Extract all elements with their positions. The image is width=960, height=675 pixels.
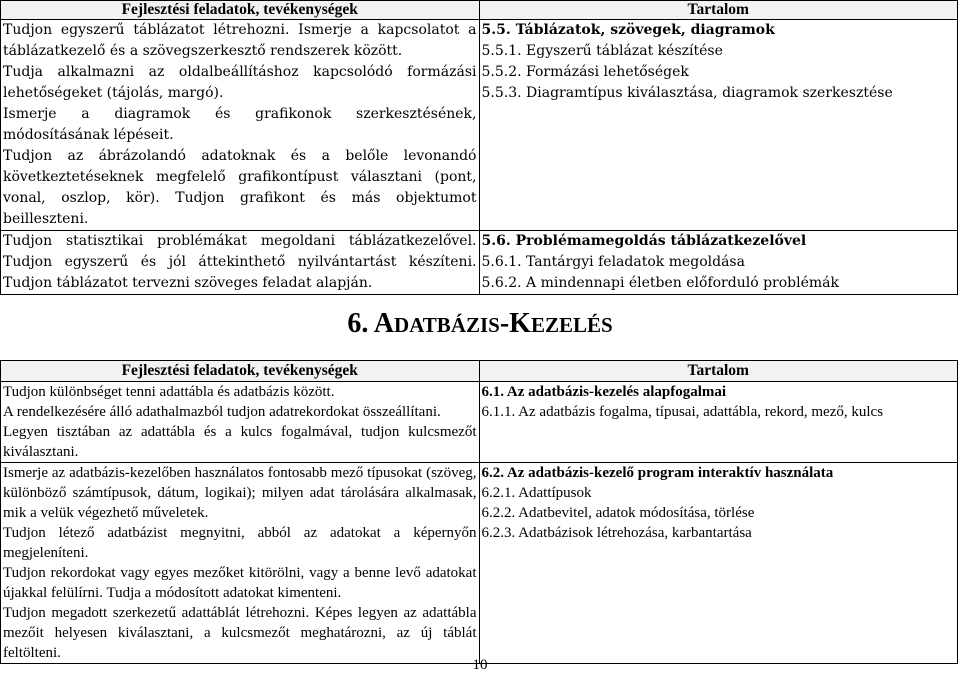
section-item: 5.6.2. A mindennapi életben előforduló problémák (481, 275, 839, 291)
section-item: 6.2.3. Adatbázisok létrehozása, karbantartása (481, 525, 752, 541)
heading-smallcaps: DATBÁZIS (394, 313, 500, 337)
table-row (1, 382, 958, 463)
content-cell (479, 20, 958, 231)
section-title: 6.2. Az adatbázis-kezelő program interaktív használata (481, 465, 834, 481)
chapter-heading (0, 306, 960, 343)
content-cell (479, 382, 958, 463)
task-text: Ismerje a diagramok és grafikonok szerkesztésének, módosításának lépéseit. (3, 106, 477, 143)
table-row (1, 463, 958, 664)
task-text: Tudjon különbséget tenni adattábla és adatbázis között. (3, 384, 335, 400)
header-tasks: Fejlesztési feladatok, tevékenységek (1, 1, 480, 20)
section-item: 5.5.3. Diagramtípus kiválasztása, diagramok szerkesztése (481, 85, 893, 101)
header-tasks: Fejlesztési feladatok, tevékenységek (1, 361, 480, 382)
section-item: 6.1.1. Az adatbázis fogalma, típusai, adattábla, rekord, mező, kulcs (481, 404, 884, 420)
content-cell (479, 231, 958, 295)
curriculum-table-spreadsheet (0, 0, 958, 295)
chapter-number: 6. (347, 308, 369, 339)
task-text: Tudjon megadott szerkezetű adattáblát létrehozni. Képes legyen az adattábla mezőit helyesen kiválasztani, a kulcsmezőt meghatározni, az új táblát feltölteni. (3, 605, 477, 661)
tasks-cell (1, 463, 480, 664)
section-title: 5.5. Táblázatok, szövegek, diagramok (481, 22, 775, 38)
section-title: 6.1. Az adatbázis-kezelés alapfogalmai (481, 384, 727, 400)
section-item: 5.5.2. Formázási lehetőségek (481, 64, 689, 80)
task-text: Legyen tisztában az adattábla és a kulcs fogalmával, tudjon kulcsmezőt kiválasztani. (3, 424, 477, 460)
header-content: Tartalom (479, 1, 958, 20)
page-number: 10 (472, 657, 488, 673)
header-content: Tartalom (479, 361, 958, 382)
table-header-row (1, 361, 958, 382)
task-text: Tudja alkalmazni az oldalbeállításhoz kapcsolódó formázási lehetőségeket (tájolás, margó). (3, 64, 477, 101)
task-text: Tudjon az ábrázolandó adatoknak és a belőle levonandó következtetéseknek megfelelő grafikontípust választani (pont, vonal, oszlop, kör). Tudjon grafikont és más objektumot beilleszteni. (3, 148, 477, 227)
section-item: 6.2.1. Adattípusok (481, 485, 592, 501)
heading-letter: A (373, 308, 395, 339)
heading-letter: K (509, 308, 531, 339)
task-text: Tudjon létező adatbázist megnyitni, abból az adatokat a képernyőn megjeleníteni. (3, 525, 477, 561)
task-text: Ismerje az adatbázis-kezelőben használatos fontosabb mező típusokat (szöveg, különböző számtípusok, dátum, logikai); milyen adat tárolására alkalmasak, mik a velük végezhető műveletek. (3, 465, 477, 521)
table-header-row (1, 1, 958, 20)
table-row (1, 231, 958, 295)
table-row (1, 20, 958, 231)
task-text: Tudjon statisztikai problémákat megoldani táblázatkezelővel. Tudjon egyszerű és jól áttekinthető nyilvántartást készíteni. Tudjon táblázatot tervezni szöveges feladat alapján. (3, 233, 477, 291)
heading-smallcaps: EZELÉS (530, 313, 613, 337)
heading-dash: - (499, 308, 510, 339)
section-item: 5.5.1. Egyszerű táblázat készítése (481, 43, 723, 59)
curriculum-table-database (0, 360, 958, 664)
task-text: Tudjon egyszerű táblázatot létrehozni. Ismerje a kapcsolatot a táblázatkezelő és a szövegszerkesztő rendszerek között. (3, 22, 477, 59)
section-item: 5.6.1. Tantárgyi feladatok megoldása (481, 254, 745, 270)
content-cell (479, 463, 958, 664)
section-title: 5.6. Problémamegoldás táblázatkezelővel (481, 233, 807, 249)
task-text: Tudjon rekordokat vagy egyes mezőket kitörölni, vagy a benne levő adatokat újakkal felülírni. Tudja a módosított adatokat kimenteni. (3, 565, 477, 601)
tasks-cell (1, 382, 480, 463)
tasks-cell (1, 231, 480, 295)
task-text: A rendelkezésére álló adathalmazból tudjon adatrekordokat összeállítani. (3, 404, 441, 420)
tasks-cell (1, 20, 480, 231)
section-item: 6.2.2. Adatbevitel, adatok módosítása, törlése (481, 505, 755, 521)
